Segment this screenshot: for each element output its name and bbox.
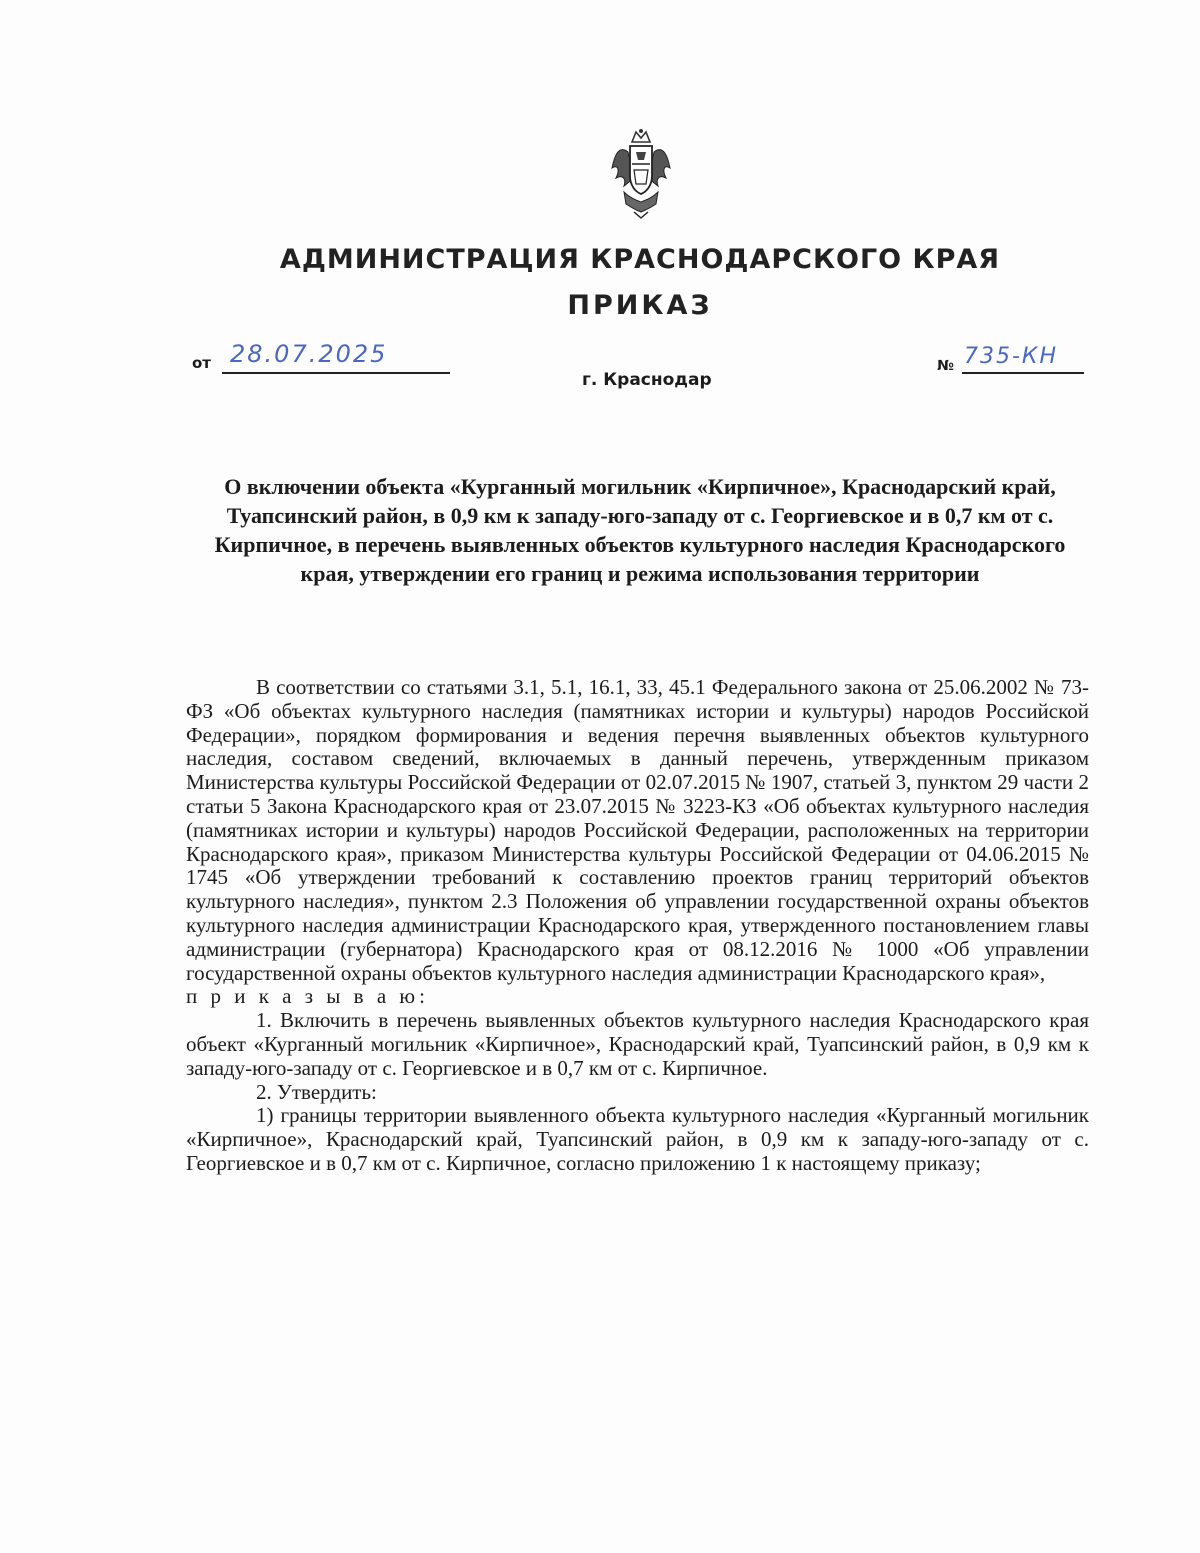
date-underline — [222, 372, 450, 374]
number-value: 735-КН — [964, 344, 1059, 369]
preamble-paragraph: В соответствии со статьями 3.1, 5.1, 16.1, 33, 45.1 Федерального закона от 25.06.2002 № 73-ФЗ «Об объектах культурного наследия (памятниках истории и культуры) народов Российской Федерации», порядком формирования и ведения перечня выявленных объектов культурного наследия, составом сведений, включаемых в данный перечень, утвержденным приказом Министерства культуры Российской Федерации от 02.07.2015 № 1907, статьей 3, пунктом 29 части 2 статьи 5 Закона Краснодарского края от 23.07.2015 № 3223-КЗ «Об объектах культурного наследия (памятниках истории и культуры) народов Российской Федерации, расположенных на территории Краснодарского края», приказом Министерства культуры Российской Федерации от 04.06.2015 № 1745 «Об утверждении требований к составлению проектов границ территорий объектов культурного наследия», пунктом 2.3 Положения об управлении государственной охраны объектов культурного наследия администрации Краснодарского края, утвержденного постановлением главы администрации (губернатора) Краснодарского края от 08.12.2016 № 1000 «Об управлении государственной охраны объектов культурного наследия администрации Краснодарского края», — [186, 675, 1089, 985]
organization-title: АДМИНИСТРАЦИЯ КРАСНОДАРСКОГО КРАЯ — [279, 244, 1001, 275]
city: г. Краснодар — [582, 370, 712, 390]
date-number-row — [192, 340, 1092, 400]
number-underline — [962, 372, 1084, 374]
document-body — [186, 676, 1089, 1176]
coat-of-arms-icon — [610, 128, 672, 220]
date-value: 28.07.2025 — [230, 340, 388, 368]
date-label: от — [192, 354, 211, 372]
order-word: п р и к а з ы в а ю: — [186, 984, 429, 1009]
document-type: ПРИКАЗ — [567, 290, 713, 321]
item-2-paragraph: 2. Утвердить: — [256, 1079, 377, 1104]
item-1-paragraph: 1. Включить в перечень выявленных объектов культурного наследия Краснодарского края объект «Курганный могильник «Кирпичное», Краснодарский край, Туапсинский район, в 0,9 км к западу-юго-западу от с. Георгиевское и в 0,7 км от с. Кирпичное. — [186, 1008, 1089, 1080]
document-subject: О включении объекта «Курганный могильник «Кирпичное», Краснодарский край, Туапсинский район, в 0,9 км к западу-юго-западу от с. Георгиевское и в 0,7 км от с. Кирпичное, в перечень выявленных объектов культурного наследия Краснодарского края, утверждении его границ и режима использования территории — [214, 474, 1066, 586]
item-2-1-paragraph: 1) границы территории выявленного объекта культурного наследия «Курганный могильник «Кирпичное», Краснодарский край, Туапсинский район, в 0,9 км к западу-юго-западу от с. Георгиевское и в 0,7 км от с. Кирпичное, согласно приложению 1 к настоящему приказу; — [186, 1103, 1089, 1175]
number-label: № — [937, 358, 954, 374]
